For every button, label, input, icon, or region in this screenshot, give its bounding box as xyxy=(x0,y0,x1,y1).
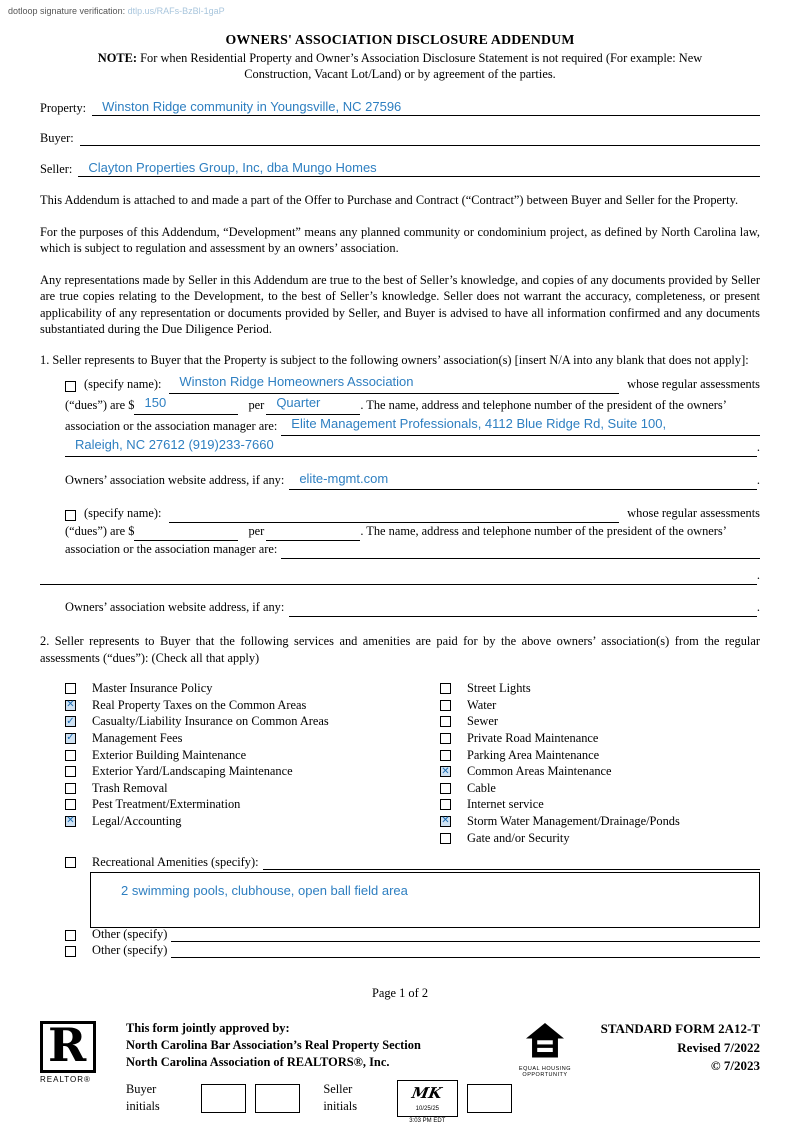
page-indicator: Page 1 of 2 xyxy=(371,986,429,1001)
other2-field[interactable] xyxy=(171,943,760,958)
assoc2-dues-field[interactable] xyxy=(134,526,238,541)
seller-value: Clayton Properties Group, Inc, dba Mungo Homes xyxy=(88,160,377,176)
section1-intro: 1. Seller represents to Buyer that the Property is subject to the following owners’ association(s) [insert N/A into any blank that does not apply]: xyxy=(40,352,749,367)
service-checkbox[interactable] xyxy=(440,750,451,761)
form-info-block xyxy=(578,1019,760,1075)
service-label: Exterior Building Maintenance xyxy=(92,747,247,762)
seller-label: Seller: xyxy=(40,162,73,177)
service-checkbox[interactable]: ✕ xyxy=(441,815,450,827)
buyer-initials-box-2[interactable] xyxy=(255,1084,300,1113)
assoc1-period: . xyxy=(756,439,760,454)
buyer-initials-box-1[interactable] xyxy=(201,1084,246,1113)
other-row-1 xyxy=(65,927,760,942)
seller-initials-label: Seller initials xyxy=(323,1082,358,1114)
paragraph-representations: Any representations made by Seller in this Addendum are true to the best of Seller’s knowledge, and copies of any documents provided by Seller are true copies relating to the Development, to the best of Seller’s knowledge. Seller does not warrant the accuracy, completeness, or present applicability of any representation or documents provided by Seller, and Buyer is advised to have all information confirmed and any documents substantiated during the Due Diligence Period. xyxy=(40,272,760,337)
assoc1-after-per: . The name, address and telephone number of the president of the owners’ xyxy=(360,397,727,412)
section2-intro: 2. Seller represents to Buyer that the following services and amenities are paid for by the above owners’ association(s) from the regular assessments (“dues”): (Check all that apply) xyxy=(40,634,760,665)
assoc1-name-value: Winston Ridge Homeowners Association xyxy=(179,374,414,390)
assoc2-website-period: . xyxy=(756,600,760,615)
assoc1-dues-prefix: (“dues”) are $ xyxy=(65,397,135,412)
service-label: Casualty/Liability Insurance on Common Areas xyxy=(92,714,329,729)
assoc2-per-label: per xyxy=(248,524,265,539)
assoc2-specify-label: (specify name): xyxy=(84,506,162,521)
assoc2-manager-field2[interactable] xyxy=(40,570,757,585)
assoc2-manager-value2 xyxy=(40,583,54,584)
service-label: Water xyxy=(467,697,497,712)
realtor-logo-caption: REALTOR® xyxy=(40,1075,91,1085)
service-checkbox[interactable]: ✕ xyxy=(441,765,450,777)
assoc2-website-value xyxy=(289,615,303,616)
service-label: Common Areas Maintenance xyxy=(467,764,612,779)
assoc1-specify-label: (specify name): xyxy=(84,377,162,392)
service-checkbox[interactable] xyxy=(65,750,76,761)
other2-value xyxy=(171,956,185,957)
form-note xyxy=(90,50,710,82)
assoc2-dues-value xyxy=(134,539,148,540)
service-item-legal-accounting[interactable] xyxy=(65,813,440,830)
service-checkbox[interactable] xyxy=(440,683,451,694)
service-label: Pest Treatment/Extermination xyxy=(92,797,241,812)
seller-field[interactable] xyxy=(78,160,760,177)
note-text: For when Residential Property and Owner’s Association Disclosure Statement is not required (For example: New Construction, Vacant Lot/Land) or by agreement of the parties. xyxy=(140,51,703,82)
other1-field[interactable] xyxy=(171,927,760,942)
form-id: STANDARD FORM 2A12-T xyxy=(600,1021,760,1037)
service-checkbox[interactable] xyxy=(65,799,76,810)
property-field[interactable] xyxy=(92,99,760,116)
service-checkbox[interactable] xyxy=(65,683,76,694)
service-checkbox[interactable]: ✕ xyxy=(66,699,75,711)
assoc2-period: . xyxy=(756,568,760,583)
assoc1-manager-value2: Raleigh, NC 27612 (919)233-7660 xyxy=(75,436,274,452)
service-label: Master Insurance Policy xyxy=(92,681,213,696)
recreational-checkbox[interactable] xyxy=(65,857,76,868)
assoc2-after-name: whose regular assessments xyxy=(627,506,760,521)
service-label: Gate and/or Security xyxy=(467,830,570,845)
recreational-label: Recreational Amenities (specify): xyxy=(92,855,259,870)
assoc1-manager-line xyxy=(65,415,760,436)
approved-line-2: North Carolina Bar Association’s Real Property Section xyxy=(126,1038,421,1053)
note-label: NOTE: xyxy=(97,51,138,65)
equal-housing-house-icon xyxy=(524,1023,566,1061)
initials-row xyxy=(126,1080,512,1124)
assoc1-website-label: Owners’ association website address, if any: xyxy=(65,473,285,488)
other1-label: Other (specify) xyxy=(92,927,168,942)
assoc1-specify-line xyxy=(65,373,760,394)
assoc1-website-field[interactable] xyxy=(289,470,757,491)
service-label: Real Property Taxes on the Common Areas xyxy=(92,697,307,712)
paragraph-attached: This Addendum is attached to and made a part of the Offer to Purchase and Contract (“Contract”) between Buyer and Seller for the Property. xyxy=(40,193,739,208)
buyer-value xyxy=(80,144,94,145)
seller-row xyxy=(40,160,760,177)
approved-by-block xyxy=(126,1019,512,1124)
service-checkbox[interactable]: ✕ xyxy=(66,815,75,827)
service-label: Management Fees xyxy=(92,730,183,745)
service-checkbox[interactable] xyxy=(440,716,451,727)
service-item-internet[interactable] xyxy=(440,797,760,814)
assoc1-after-name: whose regular assessments xyxy=(627,377,760,392)
assoc1-manager-field2[interactable] xyxy=(65,436,757,457)
service-item-cable[interactable] xyxy=(440,780,760,797)
service-label: Legal/Accounting xyxy=(92,813,182,828)
property-value: Winston Ridge community in Youngsville, NC 27596 xyxy=(102,99,402,115)
services-checklist xyxy=(40,680,760,846)
service-checkbox[interactable]: ✓ xyxy=(66,715,75,727)
assoc2-name-value xyxy=(169,521,183,522)
recreational-amenities-row xyxy=(65,855,760,870)
buyer-initials-label: Buyer initials xyxy=(126,1082,160,1114)
service-item-management-fees[interactable] xyxy=(65,730,440,747)
buyer-field[interactable] xyxy=(80,130,760,146)
seller-initials-box-2[interactable] xyxy=(467,1084,512,1113)
buyer-label: Buyer: xyxy=(40,131,74,146)
assoc1-dues-line xyxy=(65,394,760,415)
other1-checkbox[interactable] xyxy=(65,930,76,941)
assoc1-manager-value: Elite Management Professionals, 4112 Blue Ridge Rd, Suite 100, xyxy=(291,415,667,431)
assoc2-specify-line xyxy=(65,505,760,523)
service-label: Storm Water Management/Drainage/Ponds xyxy=(467,813,680,828)
service-checkbox[interactable] xyxy=(65,783,76,794)
recreational-amenities-box[interactable] xyxy=(90,872,760,928)
footer xyxy=(40,1018,760,1124)
service-item-storm-water[interactable] xyxy=(440,813,760,830)
assoc1-website-period: . xyxy=(756,473,760,488)
approved-line-1: This form jointly approved by: xyxy=(126,1021,290,1036)
signature-verification-line xyxy=(8,6,225,16)
assoc1-manager-line2 xyxy=(65,436,760,457)
assoc1-website-line xyxy=(65,470,760,491)
property-row xyxy=(40,99,760,116)
seller-initials-date: 10/25/25 xyxy=(415,1105,439,1112)
seller-initials-signature: MK xyxy=(410,1084,444,1103)
service-item-water[interactable] xyxy=(440,697,760,714)
assoc1-checkbox[interactable] xyxy=(65,381,76,392)
assoc1-manager-label: association or the association manager are: xyxy=(65,418,278,433)
form-revised: Revised 7/2022 xyxy=(677,1039,760,1055)
realtor-logo xyxy=(40,1019,126,1084)
other2-label: Other (specify) xyxy=(92,943,168,958)
other-row-2 xyxy=(65,943,760,958)
service-checkbox[interactable] xyxy=(440,700,451,711)
service-label: Parking Area Maintenance xyxy=(467,747,600,762)
services-column-right xyxy=(440,680,760,846)
assoc1-dues-field[interactable] xyxy=(134,394,238,415)
assoc1-website-value: elite-mgmt.com xyxy=(299,470,389,486)
service-item-sewer[interactable] xyxy=(440,714,760,731)
service-item-street-lights[interactable] xyxy=(440,680,760,697)
seller-initials-box-signed[interactable] xyxy=(397,1080,458,1124)
assoc2-website-field[interactable] xyxy=(289,602,757,617)
assoc2-per-value xyxy=(266,539,280,540)
service-checkbox[interactable] xyxy=(440,733,451,744)
assoc1-per-field[interactable] xyxy=(266,394,360,415)
service-item-property-taxes[interactable] xyxy=(65,697,440,714)
assoc1-manager-field[interactable] xyxy=(281,415,760,436)
service-label: Sewer xyxy=(467,714,498,729)
service-item-exterior-building[interactable] xyxy=(65,747,440,764)
seller-initials-time: 3:03 PM EDT xyxy=(409,1117,446,1124)
service-item-private-road[interactable] xyxy=(440,730,760,747)
equal-housing-logo xyxy=(512,1019,578,1078)
verification-link[interactable]: dtlp.us/RAFs-BzBl-1gaP xyxy=(127,6,225,16)
service-item-casualty-insurance[interactable] xyxy=(65,714,440,731)
equal-housing-caption: EQUAL HOUSING OPPORTUNITY xyxy=(518,1066,572,1079)
assoc2-after-per: . The name, address and telephone number of the president of the owners’ xyxy=(360,524,727,539)
assoc1-per-label: per xyxy=(248,397,265,412)
service-item-gate-security[interactable] xyxy=(440,830,760,847)
assoc2-manager-line2 xyxy=(40,567,760,585)
service-item-parking-area[interactable] xyxy=(440,747,760,764)
assoc2-manager-label: association or the association manager are: xyxy=(65,542,278,557)
service-label: Cable xyxy=(467,780,496,795)
assoc2-name-field[interactable] xyxy=(169,508,619,523)
services-column-left xyxy=(65,680,440,846)
recreational-value: 2 swimming pools, clubhouse, open ball field area xyxy=(121,883,408,899)
service-checkbox[interactable] xyxy=(440,799,451,810)
service-checkbox[interactable] xyxy=(65,766,76,777)
realtor-logo-icon: R xyxy=(40,1021,96,1073)
assoc2-website-label: Owners’ association website address, if any: xyxy=(65,600,285,615)
assoc2-dues-prefix: (“dues”) are $ xyxy=(65,524,135,539)
page-title: OWNERS' ASSOCIATION DISCLOSURE ADDENDUM xyxy=(225,32,575,47)
service-item-exterior-yard[interactable] xyxy=(65,763,440,780)
assoc2-per-field[interactable] xyxy=(266,526,360,541)
service-label: Exterior Yard/Landscaping Maintenance xyxy=(92,764,293,779)
assoc2-manager-field[interactable] xyxy=(281,544,760,559)
service-item-master-insurance[interactable] xyxy=(65,680,440,697)
service-checkbox[interactable] xyxy=(440,783,451,794)
service-checkbox[interactable]: ✓ xyxy=(66,732,75,744)
paragraph-development: For the purposes of this Addendum, “Development” means any planned community or condominium project, as defined by North Carolina law, which is subject to regulation and assessment by an owners’ association. xyxy=(40,224,760,256)
other2-checkbox[interactable] xyxy=(65,946,76,957)
verification-label: dotloop signature verification: xyxy=(8,6,126,16)
service-label: Private Road Maintenance xyxy=(467,730,599,745)
assoc2-checkbox[interactable] xyxy=(65,510,76,521)
service-label: Trash Removal xyxy=(92,780,168,795)
service-label: Street Lights xyxy=(467,681,531,696)
form-copyright: © 7/2023 xyxy=(710,1057,760,1073)
assoc2-manager-line xyxy=(65,541,760,559)
other1-value xyxy=(171,940,185,941)
assoc2-manager-value xyxy=(281,557,295,558)
approved-line-3: North Carolina Association of REALTORS®, Inc. xyxy=(126,1054,390,1069)
property-label: Property: xyxy=(40,101,87,116)
service-label: Internet service xyxy=(467,797,544,812)
assoc1-per-value: Quarter xyxy=(276,395,321,411)
assoc1-name-field[interactable] xyxy=(169,373,619,394)
assoc2-dues-line xyxy=(65,523,760,541)
service-checkbox[interactable] xyxy=(440,833,451,844)
assoc2-website-line xyxy=(65,599,760,617)
buyer-row xyxy=(40,130,760,146)
recreational-field-line[interactable] xyxy=(263,855,760,870)
service-item-trash-removal[interactable] xyxy=(65,780,440,797)
assoc1-dues-value: 150 xyxy=(144,395,167,411)
service-item-pest-treatment[interactable] xyxy=(65,797,440,814)
service-item-common-areas[interactable] xyxy=(440,763,760,780)
